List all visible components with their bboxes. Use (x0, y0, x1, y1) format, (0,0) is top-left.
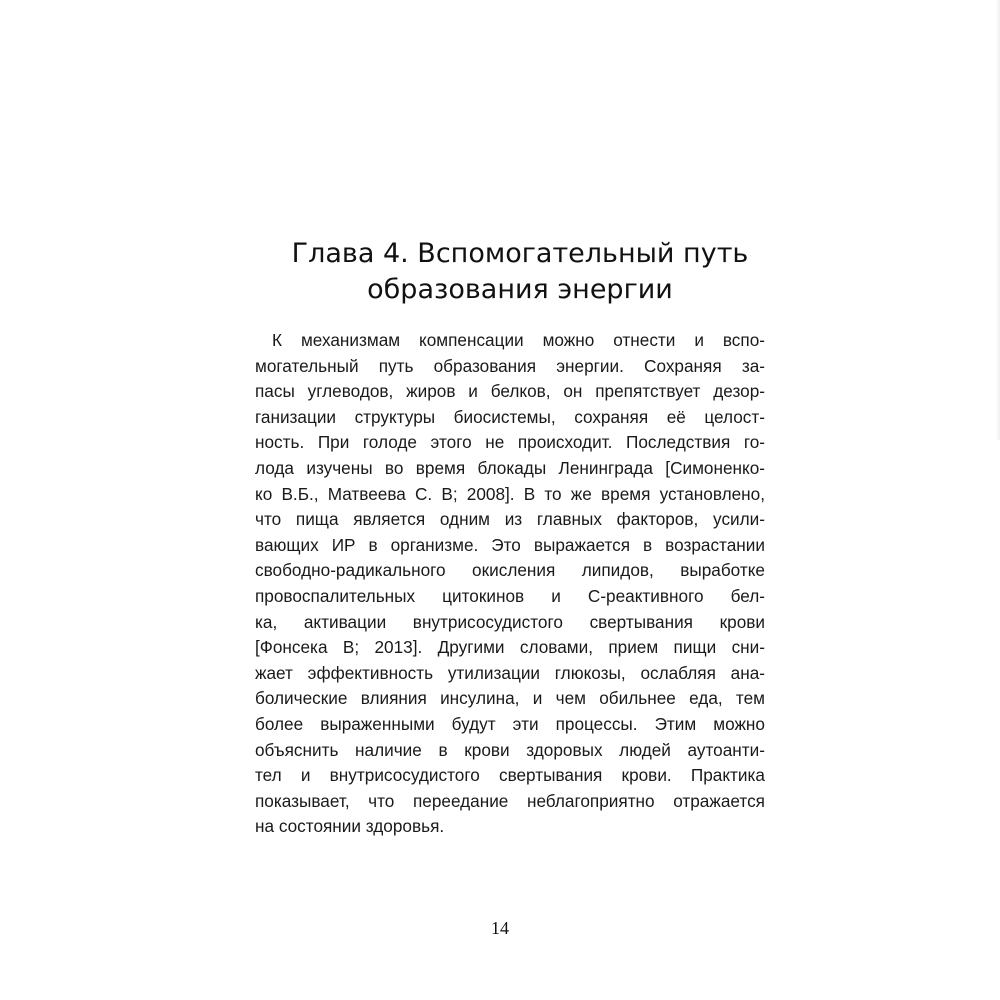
body-line: ганизации структуры биосистемы, сохраняя её целост- (255, 406, 765, 427)
body-line: показывает, что переедание неблагоприятно отражается (255, 790, 765, 811)
chapter-title (180, 236, 860, 308)
body-line: тел и внутрисосудистого свертывания крови. Практика (255, 765, 765, 786)
body-line: лода изучены во время блокады Ленинграда [Симоненко- (255, 457, 765, 478)
body-line: К механизмам компенсации можно отнести и вспо- (272, 330, 765, 350)
body-line: пасы углеводов, жиров и белков, он препятствует дезор- (255, 381, 765, 402)
body-line: могательный путь образования энергии. Сохраняя за- (255, 355, 765, 376)
body-line: жает эффективность утилизации глюкозы, ослабляя ана- (255, 662, 765, 683)
page-number: 14 (491, 918, 509, 938)
body-line: свободно-радикального окисления липидов, выработке (255, 560, 765, 581)
chapter-title-line-2: образования энергии (367, 274, 673, 305)
chapter-title-line-1: Глава 4. Вспомогательный путь (291, 238, 749, 269)
body-line: ность. При голоде этого не происходит. Последствия го- (255, 432, 765, 453)
body-line: на состоянии здоровья. (255, 816, 445, 837)
body-line: вающих ИР в организме. Это выражается в возрастании (255, 534, 765, 555)
body-paragraph (255, 328, 765, 840)
page-edge-shadow (996, 0, 1000, 440)
body-line: более выраженными будут эти процессы. Этим можно (255, 713, 765, 734)
body-line: что пища является одним из главных факторов, усили- (255, 509, 765, 530)
body-line: болические влияния инсулина, и чем обильнее еда, тем (255, 688, 765, 709)
body-line: объяснить наличие в крови здоровых людей аутоанти- (255, 739, 765, 760)
body-line: [Фонсека В; 2013]. Другими словами, прием пищи сни- (255, 637, 765, 658)
body-line: ко В.Б., Матвеева С. В; 2008]. В то же время установлено, (255, 483, 765, 504)
body-line: ка, активации внутрисосудистого свертывания крови (255, 611, 765, 632)
body-line: провоспалительных цитокинов и С-реактивного бел- (255, 585, 765, 606)
